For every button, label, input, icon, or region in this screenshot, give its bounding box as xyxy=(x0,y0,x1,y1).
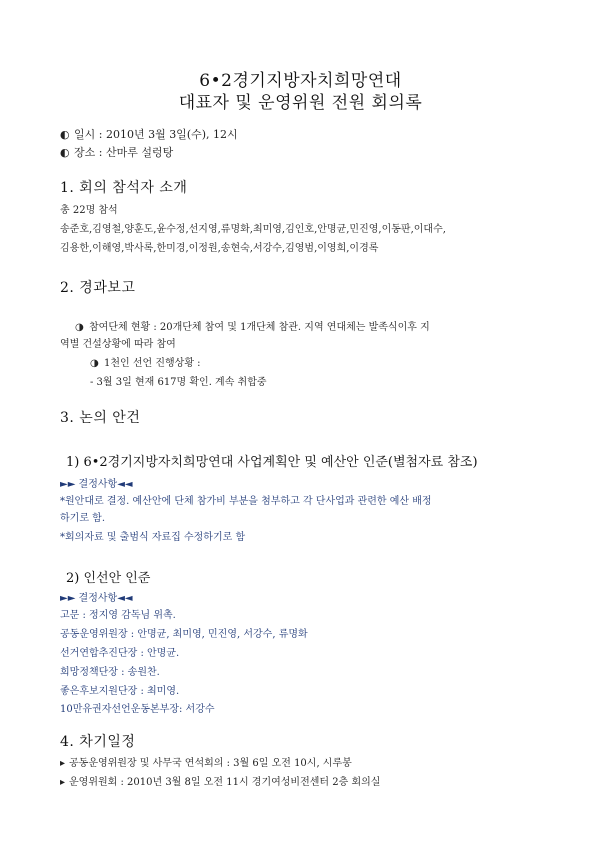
attendee-count: 총 22명 참석 xyxy=(60,205,118,216)
document-title-line1: 6•2경기지방자치희망연대 xyxy=(199,71,402,91)
meta-place-text: 장소 : 산마루 설렁탕 xyxy=(74,146,174,159)
half-circle-icon: ◑ xyxy=(90,358,99,369)
agenda1-item2: *회의자료 및 출범식 자료집 수정하기로 함 xyxy=(60,532,246,543)
half-circle-icon: ◐ xyxy=(60,128,70,141)
meta-date xyxy=(60,126,238,142)
schedule-item1 xyxy=(60,754,352,769)
schedule-item2 xyxy=(60,773,380,788)
report-item1-line1 xyxy=(75,318,430,333)
report-item2 xyxy=(90,354,201,369)
half-circle-icon: ◐ xyxy=(60,146,70,159)
agenda1-item1-line2: 하기로 함. xyxy=(60,513,105,524)
agenda1-item1-line1: *원안대로 결정. 예산안에 단체 참가비 부분을 첨부하고 각 단사업과 관련한 예산 배정 xyxy=(60,496,432,507)
agenda2-decision-label: ►► 결정사항◄◄ xyxy=(60,593,133,604)
document-title-line2: 대표자 및 운영위원 전원 회의록 xyxy=(178,93,423,113)
attendee-names-line2: 김용한,이해영,박사록,한미경,이정원,송현숙,서강수,김영범,이영희,이경록 xyxy=(60,243,379,254)
triangle-bullet-icon: ▸ xyxy=(60,758,66,769)
triangle-bullet-icon: ▸ xyxy=(60,777,66,788)
report-item2-text: 1천인 선언 진행상황 : xyxy=(104,358,201,369)
agenda2-item: 희망정책단장 : 송원찬. xyxy=(60,667,160,678)
half-circle-icon: ◑ xyxy=(75,322,84,333)
meta-place xyxy=(60,144,173,160)
schedule-item1-text: 공동운영위원장 및 사무국 연석회의 : 3월 6일 오전 10시, 시루봉 xyxy=(69,758,352,769)
section3-heading: 3. 논의 안건 xyxy=(60,410,141,426)
section2-heading: 2. 경과보고 xyxy=(60,280,136,296)
report-item2-sub: - 3월 3일 현재 617명 확인. 계속 취합중 xyxy=(90,377,267,388)
meta-date-text: 일시 : 2010년 3월 3일(수), 12시 xyxy=(74,128,238,141)
report-item1-line2: 역별 건설상황에 따라 참여 xyxy=(60,339,176,350)
agenda2-item: 좋은후보지원단장 : 최미영. xyxy=(60,686,180,697)
attendee-names-line1: 송준호,김영철,양훈도,윤수정,선지영,류명화,최미영,김인호,안명균,민진영,이동판,이대수, xyxy=(60,224,446,235)
section1-heading: 1. 회의 참석자 소개 xyxy=(60,180,188,196)
agenda2-item: 공동운영위원장 : 안명균, 최미영, 민진영, 서강수, 류명화 xyxy=(60,629,308,640)
agenda1-decision-label: ►► 결정사항◄◄ xyxy=(60,479,133,490)
agenda2-item: 선거연합추진단장 : 안명균. xyxy=(60,648,180,659)
report-item1-text: 참여단체 현황 : 20개단체 참여 및 1개단체 참관. 지역 연대체는 발족식이후 지 xyxy=(89,322,430,333)
section4-heading: 4. 차기일정 xyxy=(60,734,136,750)
schedule-item2-text: 운영위원회 : 2010년 3월 8일 오전 11시 경기여성비전센터 2층 회의실 xyxy=(69,777,381,788)
agenda2-heading: 2) 인선안 인준 xyxy=(66,571,151,586)
agenda2-item: 고문 : 정지영 감독님 위촉. xyxy=(60,610,176,621)
agenda1-heading: 1) 6•2경기지방자치희망연대 사업계획안 및 예산안 인준(별첨자료 참조) xyxy=(66,455,478,470)
agenda2-item: 10만유권자선언운동본부장: 서강수 xyxy=(60,704,215,715)
